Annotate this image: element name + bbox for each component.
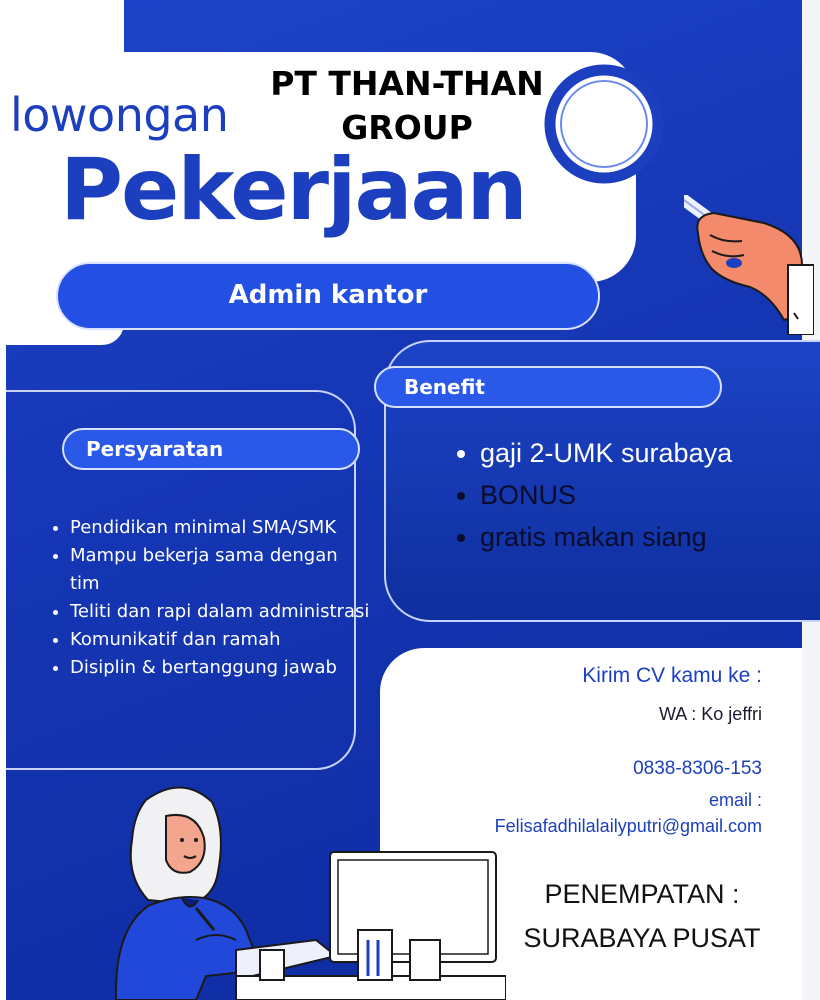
benefits-list — [456, 432, 810, 558]
requirement-item: • Komunikatif dan ramah — [70, 626, 370, 654]
contact-intro: Kirim CV kamu ke : — [582, 664, 762, 687]
placement-label: PENEMPATAN : — [544, 879, 740, 909]
requirement-item: • Pendidikan minimal SMA/SMK — [70, 514, 370, 542]
benefit-item: • BONUS — [480, 474, 810, 516]
woman-at-computer-illustration — [86, 780, 506, 1000]
hand-holding-icon — [684, 195, 814, 335]
contact-email-label: email : — [708, 790, 762, 810]
company-name: PT THAN-THAN GROUP — [270, 64, 544, 147]
position-badge: Admin kantor — [56, 262, 600, 330]
placement-info — [520, 872, 764, 960]
subtitle: lowongan — [10, 88, 229, 142]
contact-phone: 0838-8306-153 — [633, 758, 762, 779]
benefits-heading: Benefit — [374, 366, 722, 408]
page-title: Pekerjaan — [60, 140, 526, 240]
benefit-item: • gaji 2-UMK surabaya — [480, 432, 810, 474]
requirements-list — [48, 514, 370, 682]
contact-whatsapp: WA : Ko jeffri — [658, 704, 762, 724]
requirement-item: • Teliti dan rapi dalam administrasi — [70, 598, 370, 626]
requirement-item: • Mampu bekerja sama dengan tim — [70, 542, 370, 598]
contact-email[interactable]: Felisafadhilalailyputri@gmail.com — [494, 816, 762, 836]
benefit-item: • gratis makan siang — [480, 516, 810, 558]
requirements-heading: Persyaratan — [62, 428, 360, 470]
magnifying-glass-icon — [540, 62, 680, 202]
placement-location: SURABAYA PUSAT — [523, 923, 761, 953]
requirement-item: • Disiplin & bertanggung jawab — [70, 654, 370, 682]
